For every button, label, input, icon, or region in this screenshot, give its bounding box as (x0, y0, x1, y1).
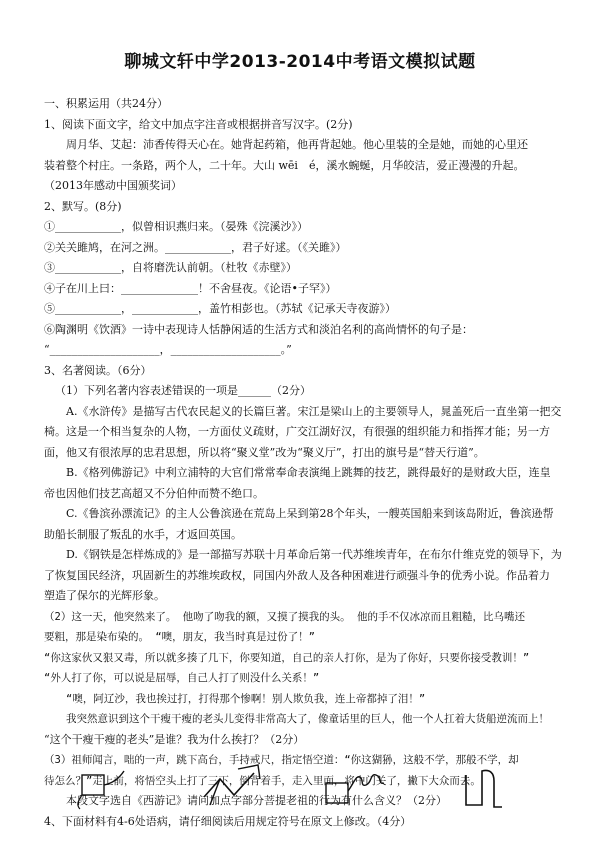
page-title: 聊城文轩中学2013-2014中考语文模拟试题 (124, 52, 476, 72)
passage-line: 周月华、艾起：沛香传得天心在。她背起药箱，他再背起她。他心里装的全是她，而她的心里还 (66, 138, 528, 151)
proofreading-marks (0, 755, 600, 825)
option-b-cont: 帝也因他们技艺高超又不分伯仲而赞不绝口。 (44, 486, 264, 500)
excerpt-line: “外人打了你，可以说是屈辱，自己人打了则没什么关系！” (44, 672, 320, 684)
dictation-item: ②关关雎鸠，在河之洲。____________，君子好逑。（《关雎》） (44, 240, 347, 254)
excerpt-line: 待怎么？”走上前，将悟空头上打了三下，倒背着手，走入里面，将中门关了，撇下大众而去。 (44, 774, 481, 787)
dictation-answer-line: “____________________，____________________。” (44, 343, 292, 356)
dictation-item: ③____________，自将磨洗认前朝。（杜牧《赤壁》） (44, 261, 297, 274)
excerpt-line: （2）这一天，他突然来了。 他吻了吻我的额，又摸了摸我的头。 他的手不仅冰凉而且粗糙，比乌嘴还 (44, 610, 525, 623)
excerpt-question: “这个干瘦干瘦的老头”是谁？我为什么挨打？（2分） (44, 732, 305, 746)
excerpt-line: 我突然意识到这个干瘦干瘦的老头儿变得非常高大了，像童话里的巨人，他一个人扛着大货船逆流而上！ (66, 713, 549, 725)
option-b: B.《格列佛游记》中利立浦特的大官们常常奉命表演绳上跳舞的技艺，跳得最好的是财政大臣，连皇 (66, 466, 551, 479)
question-3: 3、名著阅读。（6分） (44, 363, 152, 377)
option-a-cont: 椅。这是一个相当复杂的人物，一方面仗义疏财，广交江湖好汉，有很强的组织能力和指挥才能；另一方 (44, 425, 550, 438)
transpose-mark-icon (198, 761, 268, 815)
dictation-item: ①____________，似曾相识燕归来。（晏殊《浣溪沙》） (44, 220, 308, 233)
option-c-cont: 助船长制服了叛乱的水手，才返回英国。 (44, 527, 242, 541)
option-c: C.《鲁滨孙漂流记》的主人公鲁滨逊在荒岛上呆到第28个年头，一艘英国船来到该岛附近，鲁滨逊帮 (66, 507, 554, 520)
question-1: 1、阅读下面文字，给文中加点字注音或根据拼音写汉字。(2分) (44, 117, 353, 131)
option-d: D.《钢铁是怎样炼成的》是一部描写苏联十月革命后第一代苏维埃青年，在布尔什维克党的领导下，为 (66, 548, 562, 561)
excerpt-question: 本段文字选自《西游记》请问加点字部分菩提老祖的行为有什么含义？（2分） (66, 794, 447, 807)
sub-question: （1）下列名著内容表述错误的一项是______（2分） (55, 384, 311, 397)
option-a: A.《水浒传》是描写古代农民起义的长篇巨著。宋江是梁山上的主要领导人，晁盖死后一直坐第一把交 (66, 404, 562, 418)
passage-line: 装着整个村庄。一条路，两个人，二十年。大山 wēi é，溪水蜿蜒，月华皎洁，爱正漫漫的升起。 (44, 158, 525, 172)
section-heading: 一、积累运用（共24分） (44, 97, 168, 110)
option-d-cont: 塑造了保尔的光辉形象。 (44, 589, 165, 602)
excerpt-line: 要粗，那是染布染的。 “噢，朋友，我当时真是过份了！” (44, 631, 315, 643)
replace-mark-icon (72, 763, 132, 813)
exam-body (44, 94, 564, 832)
dictation-item: ④子在川上曰：______________！不舍昼夜。《论语•子罕》） (44, 281, 337, 295)
dictation-item: ⑥陶渊明《饮酒》一诗中表现诗人恬静闲适的生活方式和淡泊名利的高尚情怀的句子是： (44, 322, 473, 336)
insert-mark-icon (318, 761, 398, 815)
passage-source: （2013年感动中国颁奖词） (44, 179, 182, 192)
dictation-item: ⑤____________，____________，盖竹相彭也。（苏轼《记承天寺夜游》） (44, 302, 396, 315)
option-d-cont: 了恢复国民经济，巩固新生的苏维埃政权，同国内外敌人及各种困难进行顽强斗争的优秀小说。作品着力 (44, 568, 550, 582)
excerpt-line: （3）祖师闻言，咄的一声，跳下高台，手持戒尺，指定悟空道：“你这猢狲，这般不学，那般不学，却 (44, 754, 519, 766)
question-2: 2、默写。(8分) (44, 199, 122, 213)
excerpt-line: “噢，阿辽沙，我也挨过打，打得那个惨啊！别人欺负我，连上帝都掉了泪！” (66, 692, 426, 705)
excerpt-line: “你这家伙又狠又毒，所以就多揍了几下，你要知道，自己的亲人打你，是为了你好，只要你接受教训！” (44, 651, 530, 664)
delete-mark-icon (456, 763, 516, 815)
question-4: 4、下面材料有4-6处语病，请仔细阅读后用规定符号在原文上修改。（4分） (44, 814, 412, 828)
option-a-cont: 面，他又有很浓厚的忠君思想，所以将“聚义堂”改为“聚义厅”，打出的旗号是“替天行道”。 (44, 445, 485, 459)
